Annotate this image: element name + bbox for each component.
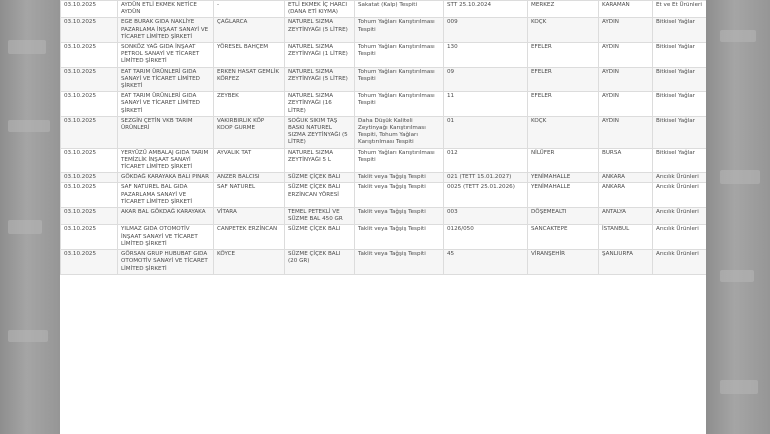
cell-company: GÖRSAN GRUP HUBUBAT GIDA OTOMOTİV SANAYİ VE TİCARET LİMİTED ŞİRKETİ — [118, 250, 214, 275]
cell-province: BURSA — [599, 148, 653, 173]
cell-company: EAT TARIM ÜRÜNLERİ GIDA SANAYİ VE TİCARET LİMİTED ŞİRKETİ — [118, 67, 214, 92]
cell-brand: ERKEN HASAT GEMLİK KÖRFEZ — [214, 67, 285, 92]
cell-date: 03.10.2025 — [61, 225, 118, 250]
table-row — [61, 250, 707, 275]
cell-district: SANCAKTEPE — [528, 225, 599, 250]
cell-province: ANKARA — [599, 183, 653, 208]
cell-district: YENİMAHALLE — [528, 183, 599, 208]
cell-group: Et ve Et Ürünleri — [653, 1, 707, 18]
blurred-left-background — [0, 0, 60, 434]
table-body — [61, 1, 707, 275]
cell-violation: Taklit veya Tağşiş Tespiti — [355, 173, 444, 183]
cell-violation: Tohum Yağları Karıştırılması Tespiti — [355, 18, 444, 43]
cell-district: YENİMAHALLE — [528, 173, 599, 183]
cell-group: Bitkisel Yağlar — [653, 67, 707, 92]
cell-date: 03.10.2025 — [61, 1, 118, 18]
cell-group: Arıcılık Ürünleri — [653, 183, 707, 208]
cell-date: 03.10.2025 — [61, 116, 118, 148]
cell-product: NATUREL SIZMA ZEYTİNYAĞI (5 LİTRE) — [285, 67, 355, 92]
cell-province: İSTANBUL — [599, 225, 653, 250]
cell-brand: VİTARA — [214, 208, 285, 225]
cell-brand: VAKIRBIRLIK KÖP KOOP GURME — [214, 116, 285, 148]
cell-product: SÜZME ÇİÇEK BALI — [285, 173, 355, 183]
cell-group: Arıcılık Ürünleri — [653, 208, 707, 225]
cell-province: ANTALYA — [599, 208, 653, 225]
cell-province: ANKARA — [599, 173, 653, 183]
cell-lot: 012 — [444, 148, 528, 173]
recall-list-document — [60, 0, 706, 434]
cell-lot: 021 (TETT 15.01.2027) — [444, 173, 528, 183]
cell-product: NATUREL SIZMA ZEYTİNYAĞI (5 LİTRE) — [285, 18, 355, 43]
cell-province: ŞANLIURFA — [599, 250, 653, 275]
cell-group: Bitkisel Yağlar — [653, 18, 707, 43]
cell-date: 03.10.2025 — [61, 250, 118, 275]
cell-violation: Tohum Yağları Karıştırılması Tespiti — [355, 43, 444, 68]
cell-date: 03.10.2025 — [61, 43, 118, 68]
cell-district: VİRANŞEHİR — [528, 250, 599, 275]
table-row — [61, 92, 707, 117]
cell-company: EAT TARIM ÜRÜNLERİ GIDA SANAYİ VE TİCARET LİMİTED ŞİRKETİ — [118, 92, 214, 117]
cell-date: 03.10.2025 — [61, 18, 118, 43]
cell-district: EFELER — [528, 43, 599, 68]
cell-group: Bitkisel Yağlar — [653, 148, 707, 173]
cell-product: NATUREL SIZMA ZEYTİNYAĞI 5 L — [285, 148, 355, 173]
cell-province: AYDIN — [599, 116, 653, 148]
cell-violation: Tohum Yağları Karıştırılması Tespiti — [355, 92, 444, 117]
cell-date: 03.10.2025 — [61, 92, 118, 117]
cell-violation: Sakatat (Kalp) Tespiti — [355, 1, 444, 18]
cell-brand: CANPETEK ERZİNCAN — [214, 225, 285, 250]
cell-product: NATUREL SIZMA ZEYTİNYAĞI (16 LİTRE) — [285, 92, 355, 117]
cell-company: AYDÜN ETLİ EKMEK NETİCE AYDÜN — [118, 1, 214, 18]
cell-lot: 01 — [444, 116, 528, 148]
table-row — [61, 116, 707, 148]
cell-province: AYDIN — [599, 18, 653, 43]
cell-district: KOÇK — [528, 116, 599, 148]
cell-district: MERKEZ — [528, 1, 599, 18]
cell-lot: STT 25.10.2024 — [444, 1, 528, 18]
cell-violation: Daha Düşük Kaliteli Zeytinyağı Karıştırılması Tespiti, Tohum Yağları Karıştırılması Tespiti — [355, 116, 444, 148]
table-row — [61, 1, 707, 18]
cell-brand: SAF NATUREL — [214, 183, 285, 208]
cell-company: YERYÜZÜ AMBALAJ GIDA TARIM TEMİZLİK İNŞAAT SANAYİ TİCARET LİMİTED ŞİRKETİ — [118, 148, 214, 173]
cell-brand: KÖYCE — [214, 250, 285, 275]
cell-group: Bitkisel Yağlar — [653, 43, 707, 68]
cell-brand: ZEYBEK — [214, 92, 285, 117]
cell-group: Arıcılık Ürünleri — [653, 250, 707, 275]
cell-lot: 003 — [444, 208, 528, 225]
cell-violation: Taklit veya Tağşiş Tespiti — [355, 208, 444, 225]
table-row — [61, 67, 707, 92]
cell-group: Arıcılık Ürünleri — [653, 173, 707, 183]
cell-group: Bitkisel Yağlar — [653, 116, 707, 148]
cell-district: NİLÜFER — [528, 148, 599, 173]
cell-violation: Tohum Yağları Karıştırılması Tespiti — [355, 148, 444, 173]
cell-date: 03.10.2025 — [61, 208, 118, 225]
cell-company: SONKÖZ YAĞ GIDA İNŞAAT PETROL SANAYİ VE TİCARET LİMİTED ŞİRKETİ — [118, 43, 214, 68]
cell-brand: - — [214, 1, 285, 18]
cell-date: 03.10.2025 — [61, 148, 118, 173]
cell-lot: 11 — [444, 92, 528, 117]
cell-product: ETLİ EKMEK İÇ HARCI (DANA ETİ KIYMA) — [285, 1, 355, 18]
table-row — [61, 183, 707, 208]
cell-product: SÜZME ÇİÇEK BALI ERZİNCAN YÖRESİ — [285, 183, 355, 208]
cell-product: SÜZME ÇİÇEK BALI (20 GR) — [285, 250, 355, 275]
cell-date: 03.10.2025 — [61, 67, 118, 92]
cell-brand: YÖRESEL BAHÇEM — [214, 43, 285, 68]
cell-lot: 0025 (TETT 25.01.2026) — [444, 183, 528, 208]
blurred-right-background — [706, 0, 770, 434]
cell-violation: Taklit veya Tağşiş Tespiti — [355, 183, 444, 208]
cell-violation: Tohum Yağları Karıştırılması Tespiti — [355, 67, 444, 92]
cell-brand: ANZER BALCISI — [214, 173, 285, 183]
table-row — [61, 208, 707, 225]
cell-district: KOÇK — [528, 18, 599, 43]
cell-province: KARAMAN — [599, 1, 653, 18]
cell-lot: 0126/050 — [444, 225, 528, 250]
cell-product: SOĞUK SIKIM TAŞ BASKI NATUREL SIZMA ZEYTİNYAĞI (5 LİTRE) — [285, 116, 355, 148]
cell-group: Bitkisel Yağlar — [653, 92, 707, 117]
cell-lot: 130 — [444, 43, 528, 68]
cell-lot: 009 — [444, 18, 528, 43]
table-row — [61, 148, 707, 173]
cell-brand: ÇAĞLARCA — [214, 18, 285, 43]
cell-company: YILMAZ GIDA OTOMOTİV İNŞAAT SANAYİ VE TİCARET LİMİTED ŞİRKETİ — [118, 225, 214, 250]
cell-district: EFELER — [528, 67, 599, 92]
table-row — [61, 43, 707, 68]
table-row — [61, 173, 707, 183]
cell-lot: 45 — [444, 250, 528, 275]
cell-province: AYDIN — [599, 43, 653, 68]
table-row — [61, 18, 707, 43]
cell-company: SAF NATUREL BAL GIDA PAZARLAMA SANAYİ VE TİCARET LİMİTED ŞİRKETİ — [118, 183, 214, 208]
cell-district: EFELER — [528, 92, 599, 117]
table-row — [61, 225, 707, 250]
cell-province: AYDIN — [599, 92, 653, 117]
cell-company: SEZGİN ÇETİN VKB TARIM ÜRÜNLERİ — [118, 116, 214, 148]
cell-violation: Taklit veya Tağşiş Tespiti — [355, 225, 444, 250]
cell-date: 03.10.2025 — [61, 173, 118, 183]
cell-company: GÖKDAĞ KARAYAKA BALI PINAR — [118, 173, 214, 183]
cell-brand: AYVALIK TAT — [214, 148, 285, 173]
cell-company: EGE BURAK GIDA NAKLİYE PAZARLAMA İNŞAAT SANAYİ VE TİCARET LİMİTED ŞİRKETİ — [118, 18, 214, 43]
cell-province: AYDIN — [599, 67, 653, 92]
cell-product: TEMEL PETEKLİ VE SÜZME BAL 450 GR — [285, 208, 355, 225]
cell-product: SÜZME ÇİÇEK BALI — [285, 225, 355, 250]
cell-date: 03.10.2025 — [61, 183, 118, 208]
cell-company: AKAR BAL GÖKDAĞ KARAYAKA — [118, 208, 214, 225]
cell-lot: 09 — [444, 67, 528, 92]
cell-group: Arıcılık Ürünleri — [653, 225, 707, 250]
recall-table — [60, 0, 706, 275]
cell-district: DÖŞEMEALTI — [528, 208, 599, 225]
cell-violation: Taklit veya Tağşiş Tespiti — [355, 250, 444, 275]
cell-product: NATUREL SIZMA ZEYTİNYAĞI (1 LİTRE) — [285, 43, 355, 68]
